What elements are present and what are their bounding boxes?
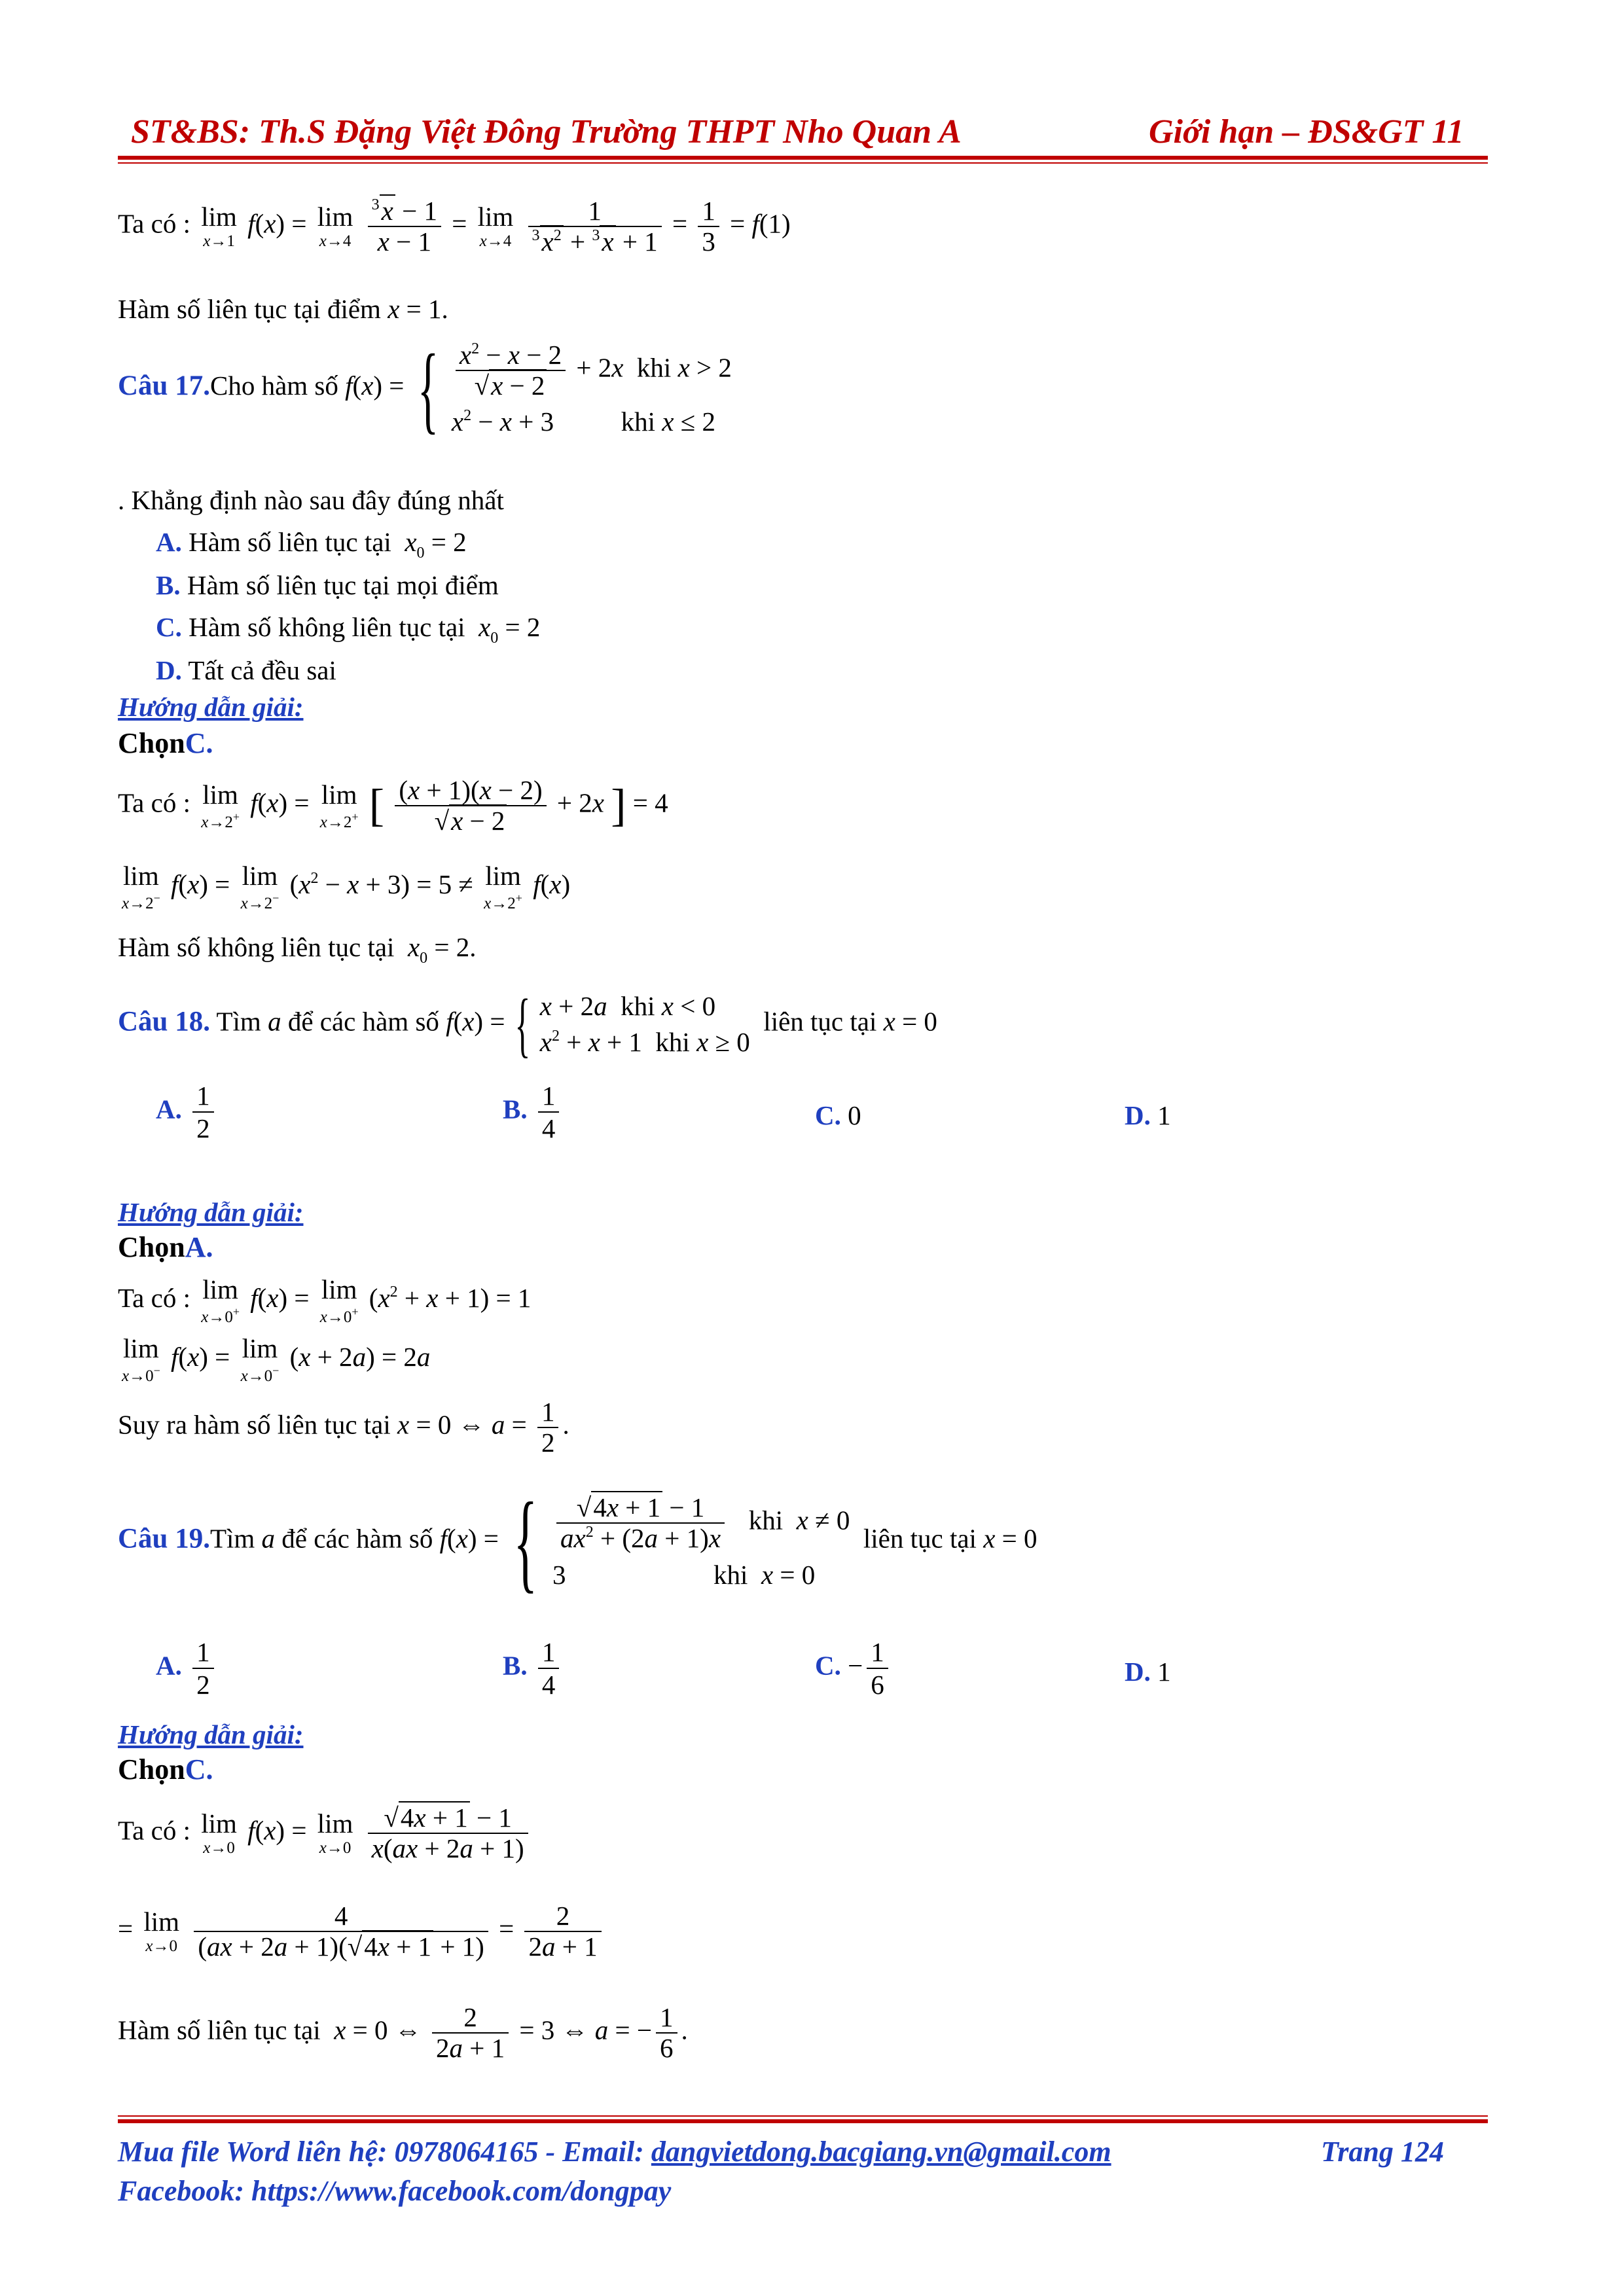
q19-option-a: A. $\frac{1}{2}$ [156,1636,218,1700]
q17-guide-heading: Hướng dẫn giải: [118,692,304,722]
footer-rule [118,2119,1488,2123]
q18-option-d: D. 1 [1125,1100,1171,1130]
q17-option-b: B. Hàm số liên tục tại mọi điểm [156,570,499,600]
q19-limit-line-2: = lim x→0 $\frac{4}{(ax + 2a + 1)(√4x + 1 + 1)}$ = $\frac{2}{2a + 1}$ [118,1901,605,1962]
q17-conclusion: Hàm số không liên tục tại $x_0 = 2$. [118,932,477,967]
footer-page-number: Trang 124 [1321,2136,1444,2168]
q19-limit-line-1: Ta có : lim x→0 f(x) = lim x→0 $\frac{√4x + 1 - 1}{x(ax + 2a + 1)}$ [118,1803,532,1863]
q18-right-limit: Ta có : lim x→0+ f(x) = lim x→0+ $(x^2 + x + 1) = 1$ [118,1274,532,1326]
footer-contact: Mua file Word liên hệ: 0978064165 - Email: dangvietdong.bacgiang.vn@gmail.com [118,2136,1111,2168]
q18-left-limit: lim x→0− f(x) = lim x→0− (x + 2a) = 2a [122,1333,431,1385]
q19-option-b: B. $\frac{1}{4}$ [503,1636,563,1700]
intro-limit-line: Ta có : lim x→1 f(x) = lim x→4 $\frac{^3x - 1}{x - 1}$ = lim x→4 $\frac{1}{^3x^2 + ^3x + 1}$ = $\frac{1}{3}$ = f(1) [118,196,791,257]
q17-option-a: A. Hàm số liên tục tại $x_0 = 2$ [156,527,467,562]
q17-option-c: C. Hàm số không liên tục tại $x_0 = 2$ [156,612,541,647]
q19-option-c: C. − $\frac{1}{6}$ [815,1636,892,1700]
q19-answer: ChọnC. [118,1753,213,1785]
q18-answer: ChọnA. [118,1231,213,1263]
q18-conclusion: Suy ra hàm số liên tục tại x = 0 ⇔ a = $\frac{1}{2}$ . [118,1397,569,1458]
q19-guide-heading: Hướng dẫn giải: [118,1719,304,1749]
footer-email-link[interactable]: dangvietdong.bacgiang.vn@gmail.com [651,2136,1111,2168]
header-rule [118,156,1488,160]
q17-left-limit: lim x→2− f(x) = lim x→2− $(x^2 - x + 3) = 5$ ≠ lim x→2+ f(x) [122,861,571,912]
q17-answer: ChọnC. [118,727,213,759]
q17-right-limit: Ta có : lim x→2+ f(x) = lim x→2+ [ $\frac{(x + 1)(x - 2)}{√x - 2}$ + 2x ] = 4 [118,775,668,836]
q17-option-d: D. Tất cả đều sai [156,655,336,685]
footer-facebook[interactable]: Facebook: https://www.facebook.com/dongpay [118,2175,672,2207]
header-rule-thin [118,162,1488,164]
header-right: Giới hạn – ĐS&GT 11 [1149,113,1464,151]
q19-conclusion: Hàm số liên tục tại x = 0 ⇔ $\frac{2}{2a + 1}$ = 3 ⇔ a = − $\frac{1}{6}$ . [118,2002,688,2064]
q18-option-a: A. $\frac{1}{2}$ [156,1080,218,1144]
q19-stem: Câu 19.Tìm a để các hàm số f(x) = { $\frac{√4x + 1 - 1}{ax^2 + (2a + 1)x}$ khi x ≠ 0 3 khi x = 0 liên tục tại x = 0 [118,1480,1038,1603]
header-left: ST&BS: Th.S Đặng Việt Đông Trường THPT Nho Quan A [131,113,962,151]
q18-guide-heading: Hướng dẫn giải: [118,1197,304,1227]
q18-option-b: B. $\frac{1}{4}$ [503,1080,563,1144]
q18-option-c: C. 0 [815,1100,861,1130]
q19-option-d: D. 1 [1125,1657,1171,1687]
q18-stem: Câu 18. Tìm a để các hàm số f(x) = { x + 2a khi x < 0 $x^2 + x + 1$ khi x ≥ 0 liên tục tại x = 0 [118,984,937,1065]
q17-prompt: . Khẳng định nào sau đây đúng nhất [118,485,504,515]
intro-conclusion: Hàm số liên tục tại điểm x = 1. [118,294,448,324]
footer-rule-thin [118,2115,1488,2117]
q17-stem: Câu 17.Cho hàm số f(x) = { $\frac{x^2 - x - 2}{√x - 2}$ + 2x khi x > 2 $x^2 - x + 3$ khi x ≤ 2 [118,334,732,443]
